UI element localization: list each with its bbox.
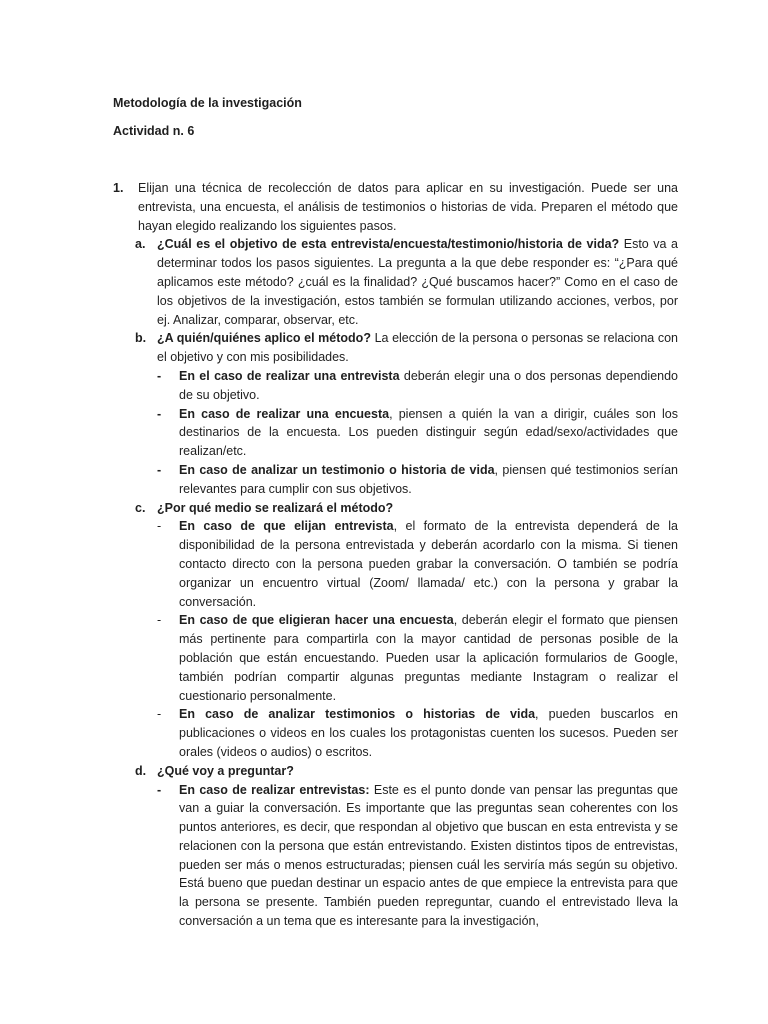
sub-item-question: ¿Por qué medio se realizará el método? — [157, 500, 394, 515]
bullet-text: , pueden buscarlos en publicaciones o videos en los cuales los protagonistas cuenten los sucesos. Pueden ser orales (videos o audios) o escritos. — [179, 707, 678, 759]
sub-item-label: a. — [135, 237, 146, 252]
bullet-text: , piensen qué testimonios serían relevantes para cumplir con sus objetivos. — [179, 462, 678, 496]
bullet-item — [157, 405, 678, 461]
bullet-dash: - — [157, 707, 162, 722]
bullet-bold: En caso de analizar un testimonio o historia de vida — [179, 462, 495, 477]
bullet-bold: En caso de realizar una encuesta — [179, 406, 390, 421]
sub-item-question: ¿Cuál es el objetivo de esta entrevista/encuesta/testimonio/historia de vida? — [157, 237, 620, 252]
bullet-dash: - — [157, 462, 162, 477]
bullet-text: , piensen a quién la van a dirigir, cuáles son los destinarios de la encuesta. Los pueden distinguir según edad/sexo/actividades que realizan/etc. — [179, 406, 678, 459]
numbered-item-1 — [113, 179, 678, 931]
bullet-item — [157, 705, 678, 761]
bullet-dash: - — [157, 519, 162, 534]
bullet-item — [157, 611, 678, 705]
sub-item-text: Esto va a determinar todos los pasos siguientes. La pregunta a la que debe responder es: “¿Para qué aplicamos este método? ¿cuál es la finalidad? ¿Qué buscamos hacer?” Como en el caso de los objetivos de la investigación, estos también se formulan utilizando acciones, verbos, por ej. Analizar, comparar, observar, etc. — [157, 237, 678, 327]
bullet-item — [157, 461, 678, 499]
bullet-dash: - — [157, 782, 162, 797]
bullet-item — [157, 517, 678, 611]
sub-item-d — [135, 762, 678, 781]
sub-item-a — [135, 235, 678, 329]
sub-item-c — [135, 499, 678, 518]
bullet-bold: En caso de analizar testimonios o historias de vida — [179, 707, 536, 722]
bullet-bold: En caso de realizar entrevistas: — [179, 782, 370, 797]
item-1-text: Elijan una técnica de recolección de datos para aplicar en su investigación. Puede ser una entrevista, una encuesta, el análisis de testimonios o historias de vida. Preparen el método que hayan elegido realizando los siguientes pasos. — [138, 181, 678, 233]
bullet-dash: - — [157, 368, 162, 383]
bullet-dash: - — [157, 406, 162, 421]
bullet-text: deberán elegir una o dos personas dependiendo de su objetivo. — [179, 368, 679, 402]
sub-item-b — [135, 329, 678, 367]
bullet-text: , deberán elegir el formato que piensen más pertinente para compartirla con la mayor cantidad de personas posible de la población que están encuestando. Pueden usar la aplicación formularios de Google, también podrían compartir algunas preguntas mediante Instagram o realizar el cuestionario personalmente. — [179, 613, 678, 703]
sub-item-question: ¿A quién/quiénes aplico el método? — [157, 331, 371, 346]
sub-item-label: c. — [135, 500, 146, 515]
bullet-bold: En el caso de realizar una entrevista — [179, 368, 400, 383]
bullet-text: Este es el punto donde van pensar las preguntas que van a guiar la conversación. Es importante que las preguntas sean coherentes con los puntos anteriores, es decir, que respondan al objetivo que buscan en esta entrevista y se relacionen con la persona que están entrevistando. Existen distintos tipos de entrevistas, pueden ser más o menos estructuradas; piensen cuál les serviría más según su objetivo. Está bueno que puedan destinar un espacio antes de que empiece la entrevista para que la persona se presente. También pueden repreguntar, cuando el entrevistado lleva la conversación a un tema que es interesante para la investigación, — [179, 782, 678, 929]
bullet-dash: - — [157, 613, 162, 628]
bullet-item — [157, 367, 679, 405]
bullet-item — [157, 781, 678, 931]
sub-item-question: ¿Qué voy a preguntar? — [157, 763, 294, 778]
bullet-text: , el formato de la entrevista dependerá de la disponibilidad de la persona entrevistada y deberán acordarlo con la misma. Si tienen contacto directo con la persona pueden grabar la conversación. O también se podría organizar un encuentro virtual (Zoom/ llamada/ etc.) con la persona y grabar la conversación. — [179, 519, 678, 609]
sub-item-text: La elección de la persona o personas se relaciona con el objetivo y con mis posibilidades. — [157, 331, 678, 365]
activity-subtitle: Actividad n. 6 — [113, 124, 195, 138]
item-number: 1. — [113, 181, 124, 195]
sub-item-label: b. — [135, 331, 147, 346]
bullet-bold: En caso de que elijan entrevista — [179, 519, 394, 534]
document-title: Metodología de la investigación — [113, 96, 302, 110]
sub-item-label: d. — [135, 763, 147, 778]
bullet-bold: En caso de que eligieran hacer una encuesta — [179, 613, 454, 628]
